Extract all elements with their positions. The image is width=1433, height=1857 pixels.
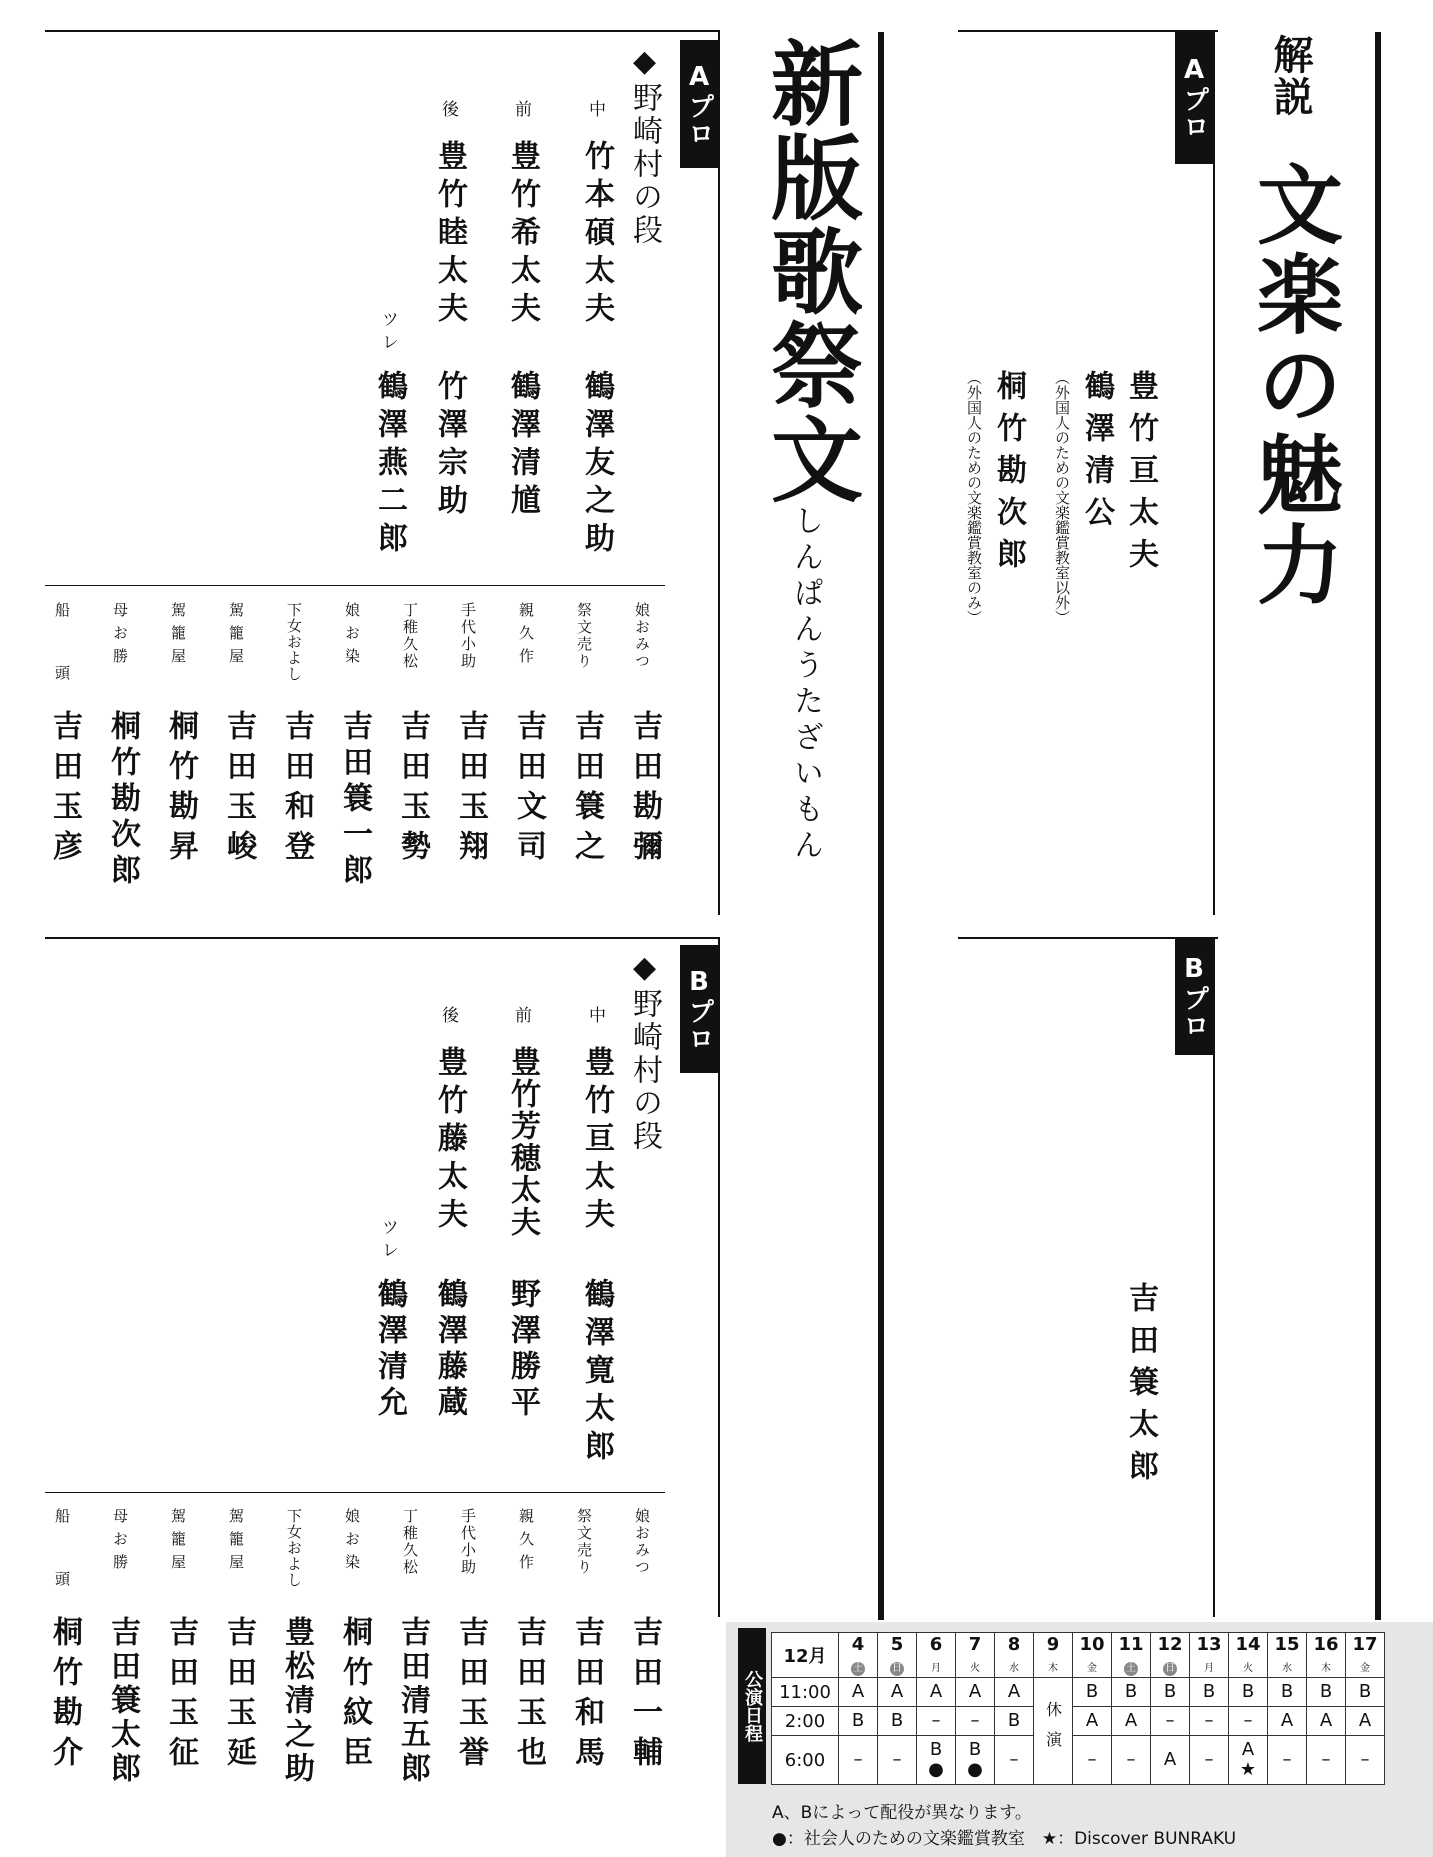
schedule-day-cell	[1112, 1633, 1151, 1678]
b-pup-role-10: 母お勝	[111, 1508, 129, 1577]
kaisetsu-b-name-1: 吉田簑太郎	[1123, 1282, 1158, 1492]
kaisetsu-title: 文楽の魅力	[1242, 160, 1343, 610]
right-border-line	[1375, 32, 1381, 1620]
schedule-day-cell	[1190, 1633, 1229, 1678]
b-pup-name-1: 吉田一輔	[627, 1616, 662, 1776]
schedule-program: A	[1241, 1739, 1255, 1760]
schedule-weekday: 月	[931, 1662, 941, 1674]
schedule-time-cell: 6:00	[772, 1736, 839, 1785]
schedule-weekday: 水	[1282, 1662, 1292, 1674]
kaisetsu-label: 解説	[1267, 34, 1314, 118]
b-pup-name-10: 吉田簑太郎	[105, 1616, 140, 1786]
a-pup-role-10: 母お勝	[111, 602, 129, 671]
b-pup-role-6: 娘お染	[343, 1508, 361, 1577]
a-pup-name-8: 吉田玉峻	[221, 710, 256, 870]
schedule-program: A	[1007, 1681, 1021, 1702]
schedule-cell	[1190, 1707, 1229, 1736]
b-pup-role-1: 娘おみつ	[633, 1508, 651, 1576]
schedule-label: 公演日程	[738, 1628, 766, 1784]
schedule-program: –	[1204, 1749, 1214, 1770]
b-pup-name-11: 桐竹勘介	[47, 1616, 82, 1776]
a-pro-right-rule	[718, 30, 720, 915]
schedule-program: –	[1243, 1710, 1253, 1731]
a-pup-role-8: 駕籠屋	[227, 602, 245, 671]
schedule-day-number: 16	[1313, 1633, 1339, 1655]
b-chanter-tayu-2: 豊竹芳穂太夫	[505, 1046, 540, 1238]
schedule-program: B	[1358, 1681, 1372, 1702]
b-pup-role-3: 親久作	[517, 1508, 535, 1577]
schedule-program: –	[1009, 1749, 1019, 1770]
a-pup-name-10: 桐竹勘次郎	[105, 710, 140, 890]
schedule-program: –	[853, 1749, 863, 1770]
schedule-day-number: 7	[968, 1633, 982, 1655]
schedule-cell	[1151, 1707, 1190, 1736]
schedule-program: A	[1124, 1710, 1138, 1731]
schedule-cell	[1073, 1707, 1112, 1736]
schedule-cell	[1229, 1736, 1268, 1785]
b-chanter-role-1: 中	[585, 1006, 605, 1029]
a-pup-name-4: 吉田玉翔	[453, 710, 488, 870]
schedule-program: –	[1165, 1710, 1175, 1731]
schedule-weekday: 木	[1321, 1662, 1331, 1674]
schedule-cell	[1307, 1736, 1346, 1785]
schedule-month-cell: 12月	[772, 1633, 839, 1678]
a-pup-role-3: 親久作	[517, 602, 535, 671]
b-pro-top-rule	[45, 937, 720, 939]
schedule-program: A	[968, 1681, 982, 1702]
schedule-day-cell	[1307, 1633, 1346, 1678]
schedule-weekday: 金	[1360, 1662, 1370, 1674]
b-chanter-shamisen-2: 野澤勝平	[505, 1278, 540, 1422]
a-pup-role-2: 祭文売り	[575, 602, 593, 670]
a-pup-role-7: 下女およし	[285, 602, 303, 682]
kaisetsu-a-pro-tab: Aプロ	[1175, 30, 1213, 164]
schedule-day-cell	[995, 1633, 1034, 1678]
a-pup-name-5: 吉田玉勢	[395, 710, 430, 870]
schedule-program: B	[1241, 1681, 1255, 1702]
b-pup-name-5: 吉田清五郎	[395, 1616, 430, 1786]
schedule-cell	[917, 1678, 956, 1707]
a-pup-role-9: 駕籠屋	[169, 602, 187, 671]
schedule-cell	[956, 1736, 995, 1785]
schedule-day-cell	[1229, 1633, 1268, 1678]
b-chanter-tayu-1: 豊竹亘太夫	[579, 1046, 614, 1236]
schedule-program: A	[1085, 1710, 1099, 1731]
schedule-cell	[1112, 1707, 1151, 1736]
b-pup-role-5: 丁稚久松	[401, 1508, 419, 1576]
schedule-cell	[1190, 1678, 1229, 1707]
schedule-program: B	[968, 1739, 982, 1760]
schedule-weekday: 土	[853, 1662, 863, 1674]
a-pup-name-9: 桐竹勘昇	[163, 710, 198, 870]
b-pro-right-rule	[718, 937, 720, 1617]
schedule-day-number: 17	[1352, 1633, 1378, 1655]
a-chanter-tayu-3: 豊竹睦太夫	[432, 140, 467, 330]
b-pup-name-9: 吉田玉征	[163, 1616, 198, 1776]
schedule-program: A	[1319, 1710, 1333, 1731]
b-chanter-role-3: 後	[438, 1006, 458, 1029]
b-pro-scene: ◆野崎村の段	[627, 950, 662, 1153]
play-title: 新版歌祭文	[756, 36, 864, 506]
schedule-mark: ●	[967, 1759, 983, 1780]
schedule-program: –	[1321, 1749, 1331, 1770]
schedule-day-cell	[956, 1633, 995, 1678]
b-chanter-role-4: ツレ	[378, 1218, 398, 1264]
play-reading: しんぱんうたざいもん	[788, 505, 823, 865]
schedule-weekday: 木	[1048, 1662, 1058, 1674]
b-chanter-shamisen-4: 鶴澤清允	[372, 1278, 407, 1422]
schedule-program: –	[1360, 1749, 1370, 1770]
schedule-cell	[878, 1736, 917, 1785]
schedule-weekday: 月	[1204, 1662, 1214, 1674]
b-chanter-tayu-3: 豊竹藤太夫	[432, 1046, 467, 1236]
schedule-weekday: 土	[1126, 1662, 1136, 1674]
schedule-program: B	[1085, 1681, 1099, 1702]
a-chanter-role-4: ツレ	[378, 310, 398, 356]
a-pro-top-rule	[45, 30, 720, 32]
schedule-program: –	[1087, 1749, 1097, 1770]
schedule-day-cell	[878, 1633, 917, 1678]
schedule-cell	[1346, 1678, 1385, 1707]
schedule-day-number: 15	[1274, 1633, 1300, 1655]
a-pup-role-11: 船頭	[53, 602, 71, 728]
b-pup-name-4: 吉田玉誉	[453, 1616, 488, 1776]
schedule-cell	[995, 1678, 1034, 1707]
schedule-note-2: ●：社会人のための文楽鑑賞教室 ★：Discover BUNRAKU	[772, 1829, 1237, 1849]
schedule-day-number: 14	[1235, 1633, 1261, 1655]
schedule-weekday: 金	[1087, 1662, 1097, 1674]
schedule-day-cell	[1268, 1633, 1307, 1678]
b-pro-tab: Bプロ	[680, 945, 718, 1073]
b-pup-name-8: 吉田玉延	[221, 1616, 256, 1776]
b-pup-role-11: 船頭	[53, 1508, 71, 1634]
schedule-weekday: 火	[970, 1662, 980, 1674]
b-pup-role-8: 駕籠屋	[227, 1508, 245, 1577]
schedule-day-cell	[1151, 1633, 1190, 1678]
b-chanter-shamisen-1: 鶴澤寛太郎	[579, 1278, 614, 1468]
a-pup-role-5: 丁稚久松	[401, 602, 419, 670]
schedule-cell	[995, 1707, 1034, 1736]
schedule-cell	[956, 1707, 995, 1736]
a-chanter-shamisen-3: 竹澤宗助	[432, 370, 467, 522]
schedule-program: B	[1124, 1681, 1138, 1702]
schedule-program: B	[1007, 1710, 1021, 1731]
a-pup-name-3: 吉田文司	[511, 710, 546, 870]
schedule-time-cell: 11:00	[772, 1678, 839, 1707]
schedule-cell	[878, 1678, 917, 1707]
schedule-program: A	[890, 1681, 904, 1702]
b-pup-name-7: 豊松清之助	[279, 1616, 314, 1786]
b-pup-name-3: 吉田玉也	[511, 1616, 546, 1776]
b-chanter-shamisen-3: 鶴澤藤蔵	[432, 1278, 467, 1422]
kaisetsu-a-divider	[1213, 30, 1215, 915]
schedule-cell	[956, 1678, 995, 1707]
schedule-cell	[1229, 1707, 1268, 1736]
schedule-program: –	[1282, 1749, 1292, 1770]
schedule-day-number: 5	[890, 1633, 904, 1655]
schedule-program: A	[1280, 1710, 1294, 1731]
a-chanter-tayu-2: 豊竹希太夫	[505, 140, 540, 330]
schedule-day-number: 12	[1157, 1633, 1183, 1655]
schedule-table	[771, 1632, 1385, 1785]
schedule-program: –	[1126, 1749, 1136, 1770]
a-pup-name-2: 吉田簑之	[569, 710, 604, 870]
kaisetsu-a-name-1: 豊竹亘太夫	[1123, 370, 1158, 580]
a-pup-role-6: 娘お染	[343, 602, 361, 671]
schedule-cell	[1229, 1678, 1268, 1707]
schedule-day-number: 8	[1007, 1633, 1021, 1655]
a-pup-name-11: 吉田玉彦	[47, 710, 82, 870]
schedule-program: B	[851, 1710, 865, 1731]
schedule-cell	[1268, 1736, 1307, 1785]
b-pup-role-4: 手代小助	[459, 1508, 477, 1576]
schedule-mark: ★	[1239, 1759, 1257, 1780]
middle-border-line	[878, 32, 884, 1620]
a-chanter-shamisen-2: 鶴澤清馗	[505, 370, 540, 522]
schedule-day-cell	[1034, 1633, 1073, 1678]
a-pro-tab: Aプロ	[680, 40, 718, 168]
b-pup-name-6: 桐竹紋臣	[337, 1616, 372, 1776]
schedule-day-number: 11	[1118, 1633, 1144, 1655]
schedule-cell	[1151, 1736, 1190, 1785]
schedule-day-number: 6	[929, 1633, 943, 1655]
kaisetsu-a-note-3: （外国人のための文楽鑑賞教室のみ）	[965, 370, 983, 625]
b-pup-name-2: 吉田和馬	[569, 1616, 604, 1776]
schedule-program: –	[931, 1710, 941, 1731]
schedule-cell	[1268, 1678, 1307, 1707]
schedule-cell	[1073, 1736, 1112, 1785]
schedule-day-cell	[917, 1633, 956, 1678]
schedule-program: –	[970, 1710, 980, 1731]
a-pup-role-1: 娘おみつ	[633, 602, 651, 670]
schedule-cell	[1307, 1678, 1346, 1707]
b-pro-mid-rule	[45, 1492, 665, 1493]
kaisetsu-a-name-2: 鶴澤清公	[1079, 370, 1114, 538]
schedule-day-cell	[1073, 1633, 1112, 1678]
b-pup-role-7: 下女およし	[285, 1508, 303, 1588]
schedule-cell	[1346, 1736, 1385, 1785]
schedule-cell	[839, 1707, 878, 1736]
schedule-day-cell	[839, 1633, 878, 1678]
a-chanter-role-1: 中	[585, 100, 605, 123]
schedule-program: A	[929, 1681, 943, 1702]
kaisetsu-a-name-3: 桐竹勘次郎	[991, 370, 1026, 580]
schedule-day-number: 13	[1196, 1633, 1222, 1655]
schedule-time-cell: 2:00	[772, 1707, 839, 1736]
a-chanter-tayu-1: 竹本碩太夫	[579, 140, 614, 330]
schedule-cell	[1151, 1678, 1190, 1707]
schedule-cell	[917, 1736, 956, 1785]
kaisetsu-b-divider	[1213, 937, 1215, 1617]
schedule-day-number: 4	[851, 1633, 865, 1655]
b-pup-role-9: 駕籠屋	[169, 1508, 187, 1577]
schedule-program: A	[1358, 1710, 1372, 1731]
schedule-weekday: 水	[1009, 1662, 1019, 1674]
schedule-program: B	[929, 1739, 943, 1760]
schedule-program: A	[1163, 1749, 1177, 1770]
a-chanter-role-3: 後	[438, 100, 458, 123]
schedule-program: B	[1280, 1681, 1294, 1702]
schedule-day-cell	[1346, 1633, 1385, 1678]
a-chanter-shamisen-1: 鶴澤友之助	[579, 370, 614, 560]
kaisetsu-b-pro-tab: Bプロ	[1175, 937, 1213, 1055]
schedule-cell	[1268, 1707, 1307, 1736]
schedule-note-1: A、Bによって配役が異なります。	[772, 1803, 1032, 1823]
schedule-day-number: 9	[1046, 1633, 1060, 1655]
schedule-closed-cell: 休演	[1034, 1678, 1073, 1785]
schedule-program: A	[851, 1681, 865, 1702]
schedule-cell	[1190, 1736, 1229, 1785]
schedule-cell	[839, 1678, 878, 1707]
schedule-mark: ●	[928, 1759, 944, 1780]
a-chanter-role-2: 前	[511, 100, 531, 123]
schedule-cell	[995, 1736, 1034, 1785]
a-chanter-shamisen-4: 鶴澤燕二郎	[372, 370, 407, 560]
a-pro-mid-rule	[45, 585, 665, 586]
a-pup-name-6: 吉田簑一郎	[337, 710, 372, 890]
schedule-program: B	[890, 1710, 904, 1731]
kaisetsu-a-note-2: （外国人のための文楽鑑賞教室以外）	[1053, 370, 1071, 625]
a-pup-name-1: 吉田勘彌	[627, 710, 662, 870]
schedule-program: B	[1163, 1681, 1177, 1702]
schedule-weekday: 日	[892, 1662, 902, 1674]
schedule-cell	[1073, 1678, 1112, 1707]
schedule-day-number: 10	[1079, 1633, 1105, 1655]
b-pup-role-2: 祭文売り	[575, 1508, 593, 1576]
schedule-program: –	[1204, 1710, 1214, 1731]
schedule-cell	[1112, 1736, 1151, 1785]
schedule-cell	[1307, 1707, 1346, 1736]
schedule-cell	[878, 1707, 917, 1736]
schedule-cell	[917, 1707, 956, 1736]
schedule-cell	[1112, 1678, 1151, 1707]
schedule-weekday: 火	[1243, 1662, 1253, 1674]
a-pup-name-7: 吉田和登	[279, 710, 314, 870]
schedule-cell	[1346, 1707, 1385, 1736]
schedule-cell	[839, 1736, 878, 1785]
a-pro-scene: ◆野崎村の段	[627, 44, 662, 247]
schedule-program: B	[1202, 1681, 1216, 1702]
schedule-weekday: 日	[1165, 1662, 1175, 1674]
schedule-program: B	[1319, 1681, 1333, 1702]
schedule-program: –	[892, 1749, 902, 1770]
b-chanter-role-2: 前	[511, 1006, 531, 1029]
a-pup-role-4: 手代小助	[459, 602, 477, 670]
